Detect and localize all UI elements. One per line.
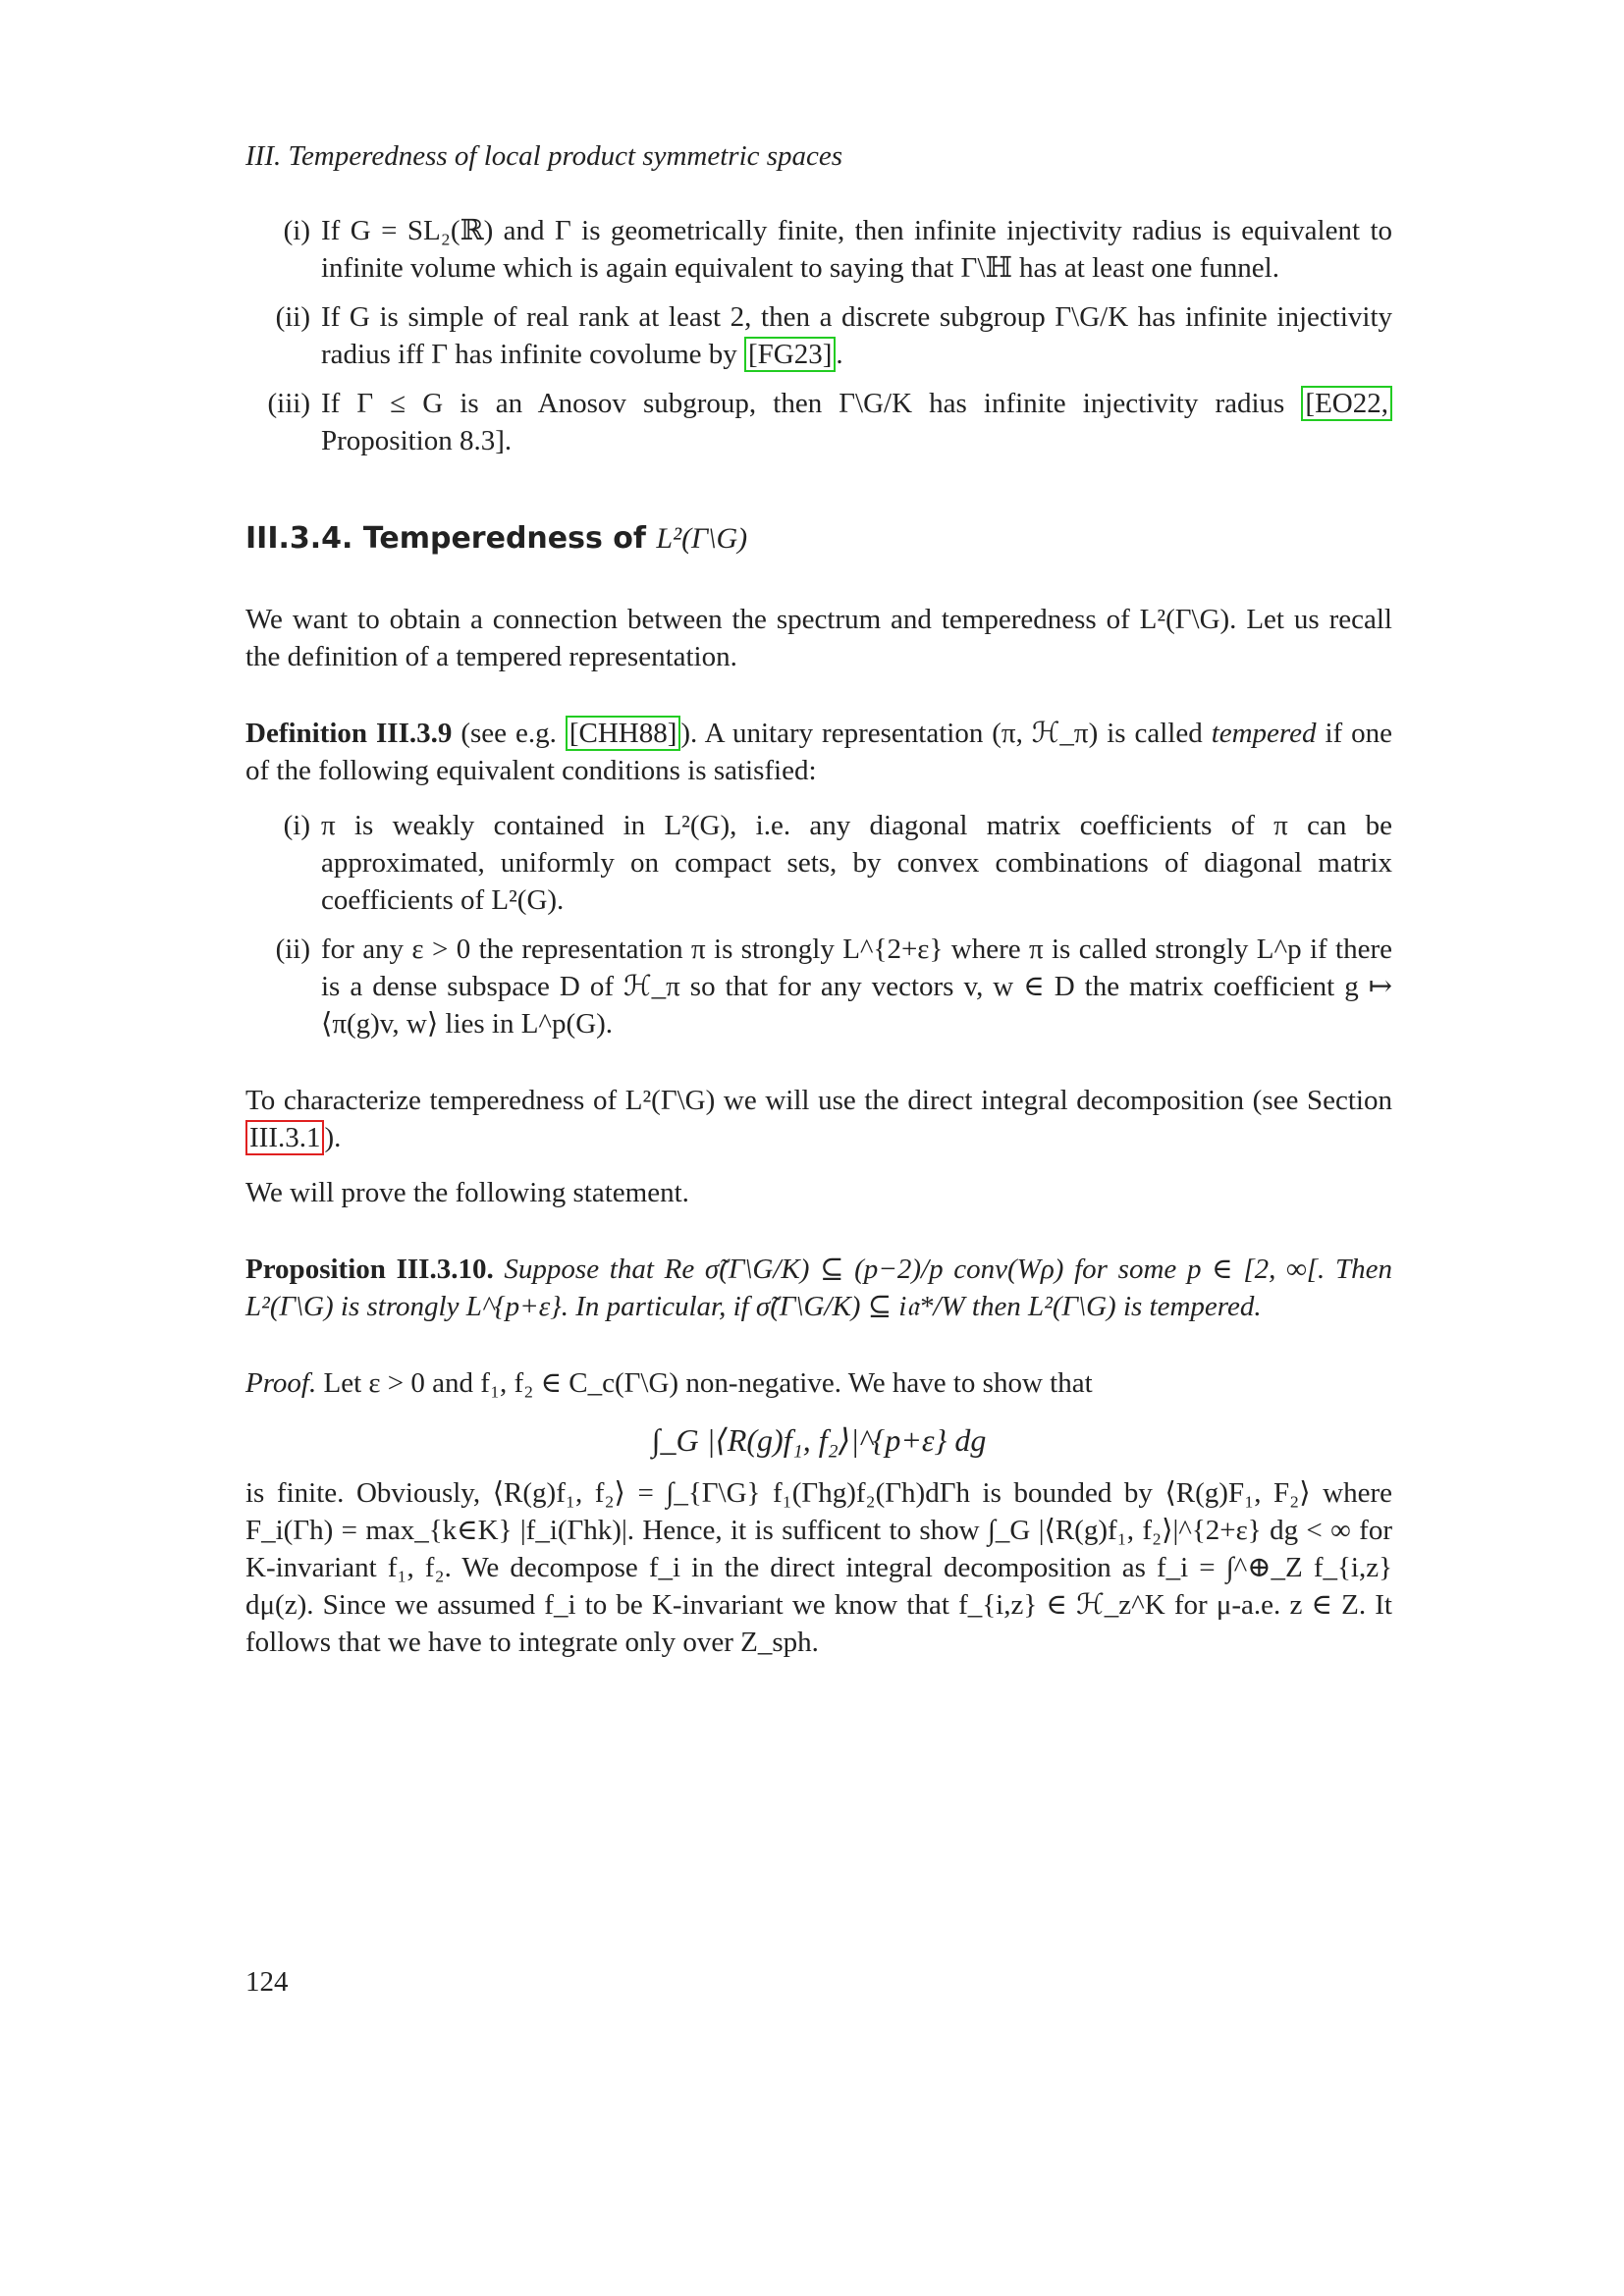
list-item: [245, 385, 1392, 459]
proposition-block: [245, 1251, 1392, 1325]
section-math: L²(Γ\G): [656, 522, 748, 555]
item-text: If G = SL₂(ℝ) and Γ is geometrically finite, then infinite injectivity radius is equivalent to infinite volume which is again equivalent to saying that Γ\ℍ has at least one funnel.: [321, 215, 1392, 284]
proof-continuation: is finite. Obviously, ⟨R(g)f₁, f₂⟩ = ∫_{Γ\G} f₁(Γhg)f₂(Γh)dΓh is bounded by ⟨R(g)F₁, F₂⟩ where F_i(Γh) = max_{k∈K} |f_i(Γhk)|. Hence, it is sufficent to show ∫_G |⟨R(g)f₁, f₂⟩|^{2+ε} dg < ∞ for K-invariant f₁, f₂. We decompose f_i in the direct integral decomposition as f_i = ∫^⊕_Z f_{i,z} dμ(z). Since we assumed f_i to be K-invariant we know that f_{i,z} ∈ ℋ_z^K for μ-a.e. z ∈ Z. It follows that we have to integrate only over Z_sph.: [245, 1477, 1392, 1658]
proof-text: Let ε > 0 and f₁, f₂ ∈ C_c(Γ\G) non-negative. We have to show that: [323, 1367, 1093, 1399]
list-item: [245, 931, 1392, 1042]
item-number: (i): [283, 810, 310, 841]
item-text: If Γ ≤ G is an Anosov subgroup, then Γ\G/K has infinite injectivity radius: [321, 388, 1302, 419]
definition-text: A unitary representation (π, ℋ_π) is called: [704, 718, 1212, 749]
definition-see: (see e.g.: [460, 718, 557, 749]
definition-text-end: if one of the following equivalent conditions is satisfied:: [245, 718, 1393, 786]
remark-list: [245, 212, 1392, 459]
proposition-title: Proposition III.3.10.: [245, 1254, 494, 1285]
proof-block: [245, 1364, 1392, 1402]
paragraph-text-end: ).: [324, 1122, 342, 1153]
paragraph-text: To characterize temperedness of L²(Γ\G) we will use the direct integral decomposition (see Section: [245, 1085, 1392, 1116]
item-number: (iii): [267, 388, 310, 419]
characterize-paragraph: [245, 1082, 1392, 1156]
page-body: [245, 137, 1392, 1679]
citation-link[interactable]: [CHH88]: [566, 716, 681, 751]
list-item: [245, 807, 1392, 919]
page-number: 124: [245, 1966, 289, 1998]
definition-close: ).: [680, 718, 698, 749]
definition-title: Definition III.3.9: [245, 718, 453, 749]
proposition-text: Suppose that Re σ̃(Γ\G/K) ⊆ (p−2)/p conv(Wρ) for some p ∈ [2, ∞[. Then L²(Γ\G) is strongly L^{p+ε}. In particular, if σ̃(Γ\G/K) ⊆ i𝔞*/W then L²(Γ\G) is tempered.: [245, 1254, 1393, 1322]
item-text: for any ε > 0 the representation π is strongly L^{2+ε} where π is called strongly L^p if there is a dense subspace D of ℋ_π so that for any vectors v, w ∈ D the matrix coefficient g ↦ ⟨π(g)v, w⟩ lies in L^p(G).: [321, 934, 1392, 1040]
list-item: [245, 212, 1392, 287]
item-text-end: .: [836, 339, 843, 370]
section-number: III.3.4.: [245, 521, 353, 556]
list-item: [245, 298, 1392, 373]
intro-paragraph: We want to obtain a connection between the spectrum and temperedness of L²(Γ\G). Let us recall the definition of a tempered representation.: [245, 604, 1392, 672]
prove-line: We will prove the following statement.: [245, 1177, 689, 1208]
proof-label: Proof.: [245, 1367, 317, 1399]
definition-conditions: [245, 807, 1392, 1042]
item-text: If G is simple of real rank at least 2, then a discrete subgroup Γ\G/K has infinite injectivity radius iff Γ has infinite covolume by: [321, 301, 1392, 370]
section-title: Temperedness of: [362, 521, 646, 556]
citation-link[interactable]: [FG23]: [744, 337, 836, 372]
item-number: (ii): [275, 934, 310, 965]
item-text-end: Proposition 8.3].: [321, 425, 513, 456]
definition-emph: tempered: [1211, 718, 1317, 749]
display-equation: ∫_G |⟨R(g)f₁, f₂⟩|^{p+ε} dg: [651, 1422, 987, 1458]
definition-block: [245, 715, 1392, 789]
section-ref-link[interactable]: III.3.1: [245, 1120, 324, 1155]
running-head: III. Temperedness of local product symmetric spaces: [245, 140, 843, 172]
citation-link[interactable]: [EO22,: [1301, 386, 1392, 421]
item-text: π is weakly contained in L²(G), i.e. any diagonal matrix coefficients of π can be approximated, uniformly on compact sets, by convex combinations of diagonal matrix coefficients of L²(G).: [321, 810, 1392, 916]
section-heading: [245, 520, 1392, 558]
item-number: (ii): [275, 301, 310, 333]
item-number: (i): [283, 215, 310, 246]
